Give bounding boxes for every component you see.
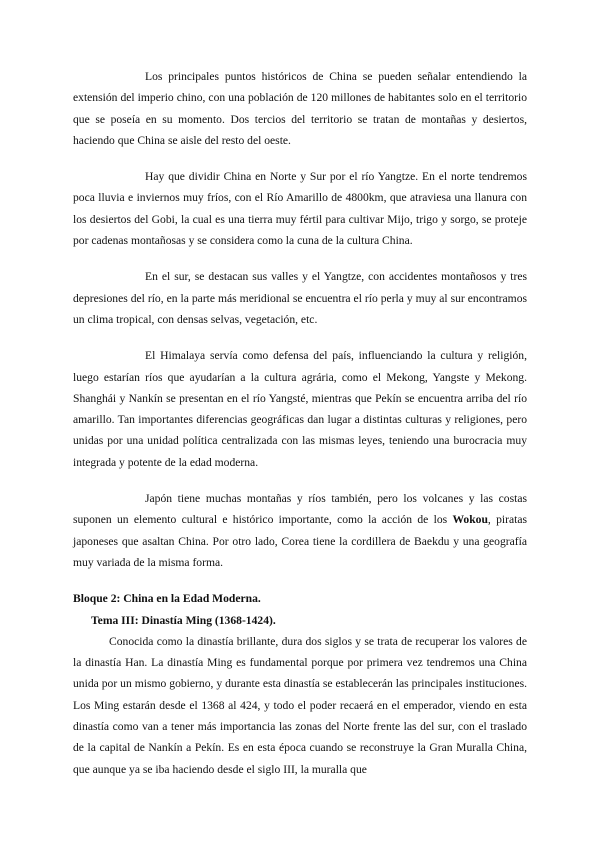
topic-heading: Tema III: Dinastía Ming (1368-1424). <box>91 613 276 627</box>
paragraph-ming-dynasty: Conocida como la dinastía brillante, dura dos siglos y se trata de recuperar los valores de la dinastía Han. La dinastía Ming es fundamental porque por primera vez tendremos una China unida por un mismo gobierno, y durante esta dinastía se establecerán las principales instituciones. Los Ming estarán desde el 1368 al 424, y todo el poder recaerá en el emperador, viendo en esta dinastía como van a tener más importancia las zonas del Norte frente las del sur, con el traslado de la capital de Nankín a Pekín. Es en esta época cuando se reconstruye la Gran Muralla China, que aunque ya se iba haciendo desde el siglo III, la muralla que <box>73 634 527 776</box>
paragraph-japan-korea <box>73 488 527 573</box>
japan-text-start: Japón tiene muchas montañas y ríos también, pero los volcanes y las costas suponen un elemento cultural e histórico importante, como la acción de los <box>73 492 527 527</box>
paragraph-north-south: Hay que dividir China en Norte y Sur por el río Yangtze. En el norte tendremos poca lluvia e inviernos muy fríos, con el Río Amarillo de 4800km, que atraviesa una llanura con los desiertos del Gobi, la cual es una tierra muy fértil para cultivar Mijo, trigo y sorgo, se proteje por cadenas montañosas y se considera como la cuna de la cultura China. <box>73 170 527 248</box>
wokou-term: Wokou <box>452 513 488 527</box>
paragraph-china-overview: Los principales puntos históricos de China se pueden señalar entendiendo la extensión del imperio chino, con una población de 120 millones de habitantes solo en el territorio que se poseía en su momento. Dos tercios del territorio se tratan de montañas y desiertos, haciendo que China se aisle del resto del oeste. <box>73 70 527 147</box>
japan-text-end: , piratas japoneses que asaltan China. Por otro lado, Corea tiene la cordillera de Baekdu y una geografía muy variada de la misma forma. <box>73 513 528 569</box>
paragraph-south: En el sur, se destacan sus valles y el Yangtze, con accidentes montañosos y tres depresiones del río, en la parte más meridional se encuentra el río perla y muy al sur encontramos un clima tropical, con densas selvas, vegetación, etc. <box>73 270 527 326</box>
block-heading: Bloque 2: China en la Edad Moderna. <box>73 592 261 606</box>
paragraph-himalaya: El Himalaya servía como defensa del país, influenciando la cultura y religión, luego estarían ríos que ayudarían a la cultura agrária, como el Mekong, Yangste y Mekong. Shanghái y Nankín se presentan en el río Yangsté, mientras que Pekín se encuentra arriba del río amarillo. Tan importantes diferencias geográficas dan lugar a distintas culturas y religiones, pero unidas por una unidad política centralizada con las mismas leyes, teniendo una burocracia muy integrada y potente de la edad moderna. <box>73 349 527 469</box>
document-body <box>73 66 527 780</box>
